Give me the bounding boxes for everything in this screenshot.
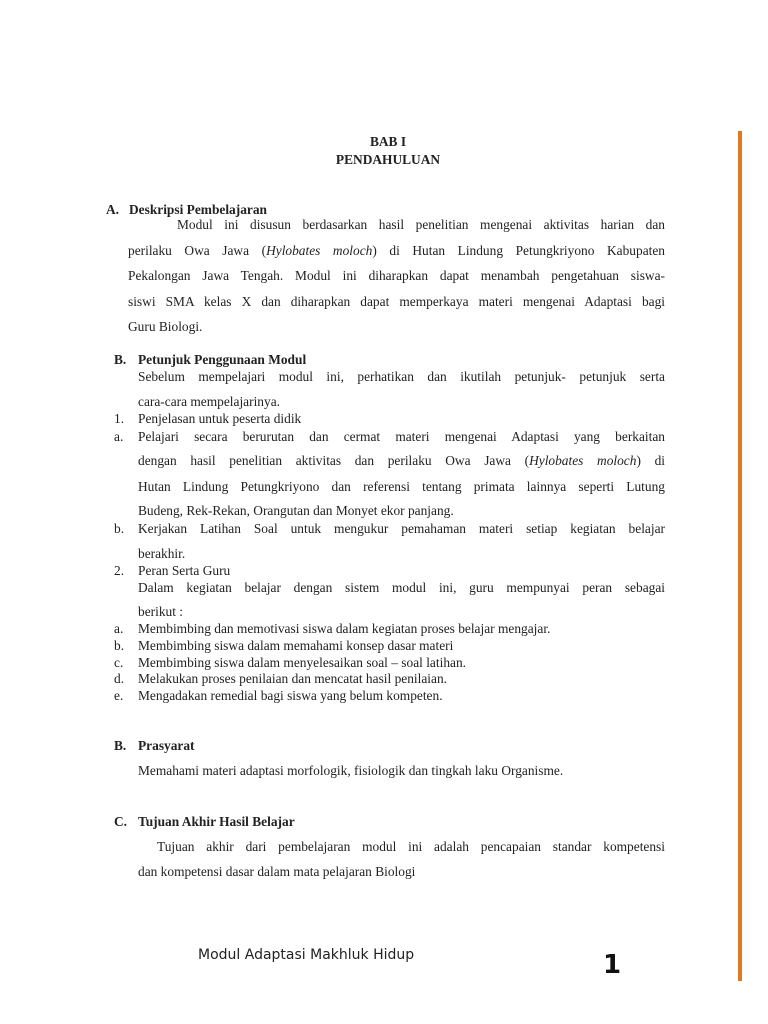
role-e-label: e. [114, 688, 124, 703]
section-a-line-4: siswi SMA kelas X dan diharapkan dapat memperkaya materi mengenai Adaptasi bagi [128, 294, 665, 309]
section-a-line-1: Modul ini disusun berdasarkan hasil penelitian mengenai aktivitas harian dan [177, 217, 665, 232]
section-b2-heading: Prasyarat [138, 738, 195, 753]
section-c-line-2: dan kompetensi dasar dalam mata pelajaran Biologi [138, 864, 416, 879]
item-a-label: a. [114, 429, 124, 444]
section-a-line-2a: perilaku Owa Jawa ( [128, 243, 267, 258]
section-a-label: A. [106, 202, 120, 217]
section-c-label: C. [114, 814, 128, 829]
role-a-text: Membimbing dan memotivasi siswa dalam kegiatan proses belajar mengajar. [138, 621, 551, 636]
role-d-text: Melakukan proses penilaian dan mencatat hasil penilaian. [138, 671, 447, 686]
section-b2-label: B. [114, 738, 127, 753]
section-a-line-5: Guru Biologi. [128, 319, 203, 334]
role-b-label: b. [114, 638, 125, 653]
item-2-line-1: Dalam kegiatan belajar dengan sistem modul ini, guru mempunyai peran sebagai [138, 580, 665, 595]
role-e-text: Mengadakan remedial bagi siswa yang belum kompeten. [138, 688, 443, 703]
item-1-number: 1. [114, 411, 125, 426]
chapter-title: PENDAHULUAN [335, 152, 441, 167]
item-2-line-2: berikut : [138, 604, 183, 619]
section-c-heading: Tujuan Akhir Hasil Belajar [138, 814, 295, 829]
chapter-label: BAB I [369, 134, 407, 149]
section-b1-heading: Petunjuk Penggunaan Modul [138, 352, 307, 367]
section-a-line-3: Pekalongan Jawa Tengah. Modul ini diharapkan dapat menambah pengetahuan siswa- [128, 268, 665, 283]
item-2-title: Peran Serta Guru [138, 563, 231, 578]
item-a-line-2a: dengan hasil penelitian aktivitas dan perilaku Owa Jawa ( [138, 453, 530, 468]
section-a-line-2b: ) di Hutan Lindung Petungkriyono Kabupaten [372, 243, 665, 258]
section-a-heading: Deskripsi Pembelajaran [129, 202, 267, 217]
page-border-accent [738, 131, 742, 981]
role-d-label: d. [114, 671, 125, 686]
role-a-label: a. [114, 621, 124, 636]
section-b1-intro-2: cara-cara mempelajarinya. [138, 394, 280, 409]
role-b-text: Membimbing siswa dalam memahami konsep dasar materi [138, 638, 454, 653]
item-1-title: Penjelasan untuk peserta didik [138, 411, 302, 426]
item-a-line-1: Pelajari secara berurutan dan cermat materi mengenai Adaptasi yang berkaitan [138, 429, 665, 444]
role-c-text: Membimbing siswa dalam menyelesaikan soal – soal latihan. [138, 655, 466, 670]
item-a-line-2 [138, 453, 665, 469]
item-a-line-3: Hutan Lindung Petungkriyono dan referensi tentang primata lainnya seperti Lutung [138, 479, 665, 494]
species-name: Hylobates moloch [266, 243, 373, 258]
item-b-label: b. [114, 521, 125, 536]
item-b-line-2: berakhir. [138, 546, 186, 561]
section-b2-text: Memahami materi adaptasi morfologik, fisiologik dan tingkah laku Organisme. [138, 763, 564, 778]
section-a-line-2 [128, 243, 665, 259]
item-a-line-4: Budeng, Rek-Rekan, Orangutan dan Monyet ekor panjang. [138, 503, 454, 518]
section-b1-intro-1: Sebelum mempelajari modul ini, perhatikan dan ikutilah petunjuk- petunjuk serta [138, 369, 665, 384]
section-b1-label: B. [114, 352, 127, 367]
role-c-label: c. [114, 655, 124, 670]
section-c-line-1: Tujuan akhir dari pembelajaran modul ini adalah pencapaian standar kompetensi [157, 839, 665, 854]
item-a-line-2b: ) di [636, 453, 665, 468]
item-2-number: 2. [114, 563, 125, 578]
species-name-2: Hylobates moloch [529, 453, 637, 468]
item-b-line-1: Kerjakan Latihan Soal untuk mengukur pemahaman materi setiap kegiatan belajar [138, 521, 665, 536]
page-number: 1 [603, 950, 622, 980]
footer-module-title: Modul Adaptasi Makhluk Hidup [198, 947, 415, 963]
